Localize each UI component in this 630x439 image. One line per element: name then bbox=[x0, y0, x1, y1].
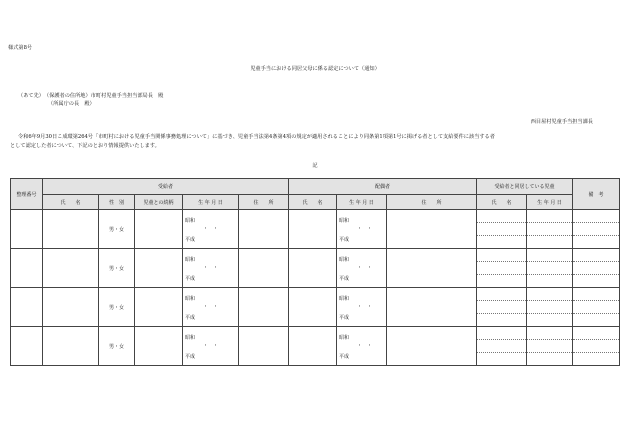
form-number: 様式第8号 bbox=[8, 45, 33, 51]
header-spouse-address: 住 所 bbox=[387, 195, 477, 210]
era-heisei: 平成 bbox=[185, 276, 196, 282]
header-recipient-relation: 児童との続柄 bbox=[135, 195, 183, 210]
child-dob-cell[interactable] bbox=[527, 210, 573, 249]
era-heisei: 平成 bbox=[185, 354, 196, 360]
recipient-relation-cell[interactable] bbox=[135, 210, 183, 249]
child-dob-cell[interactable] bbox=[527, 249, 573, 288]
era-showa: 昭和 bbox=[185, 296, 196, 302]
era-showa: 昭和 bbox=[185, 335, 196, 341]
document-title: 児童手当における同居父母に係る認定について（通知） bbox=[250, 66, 380, 72]
header-recipient: 受給者 bbox=[43, 179, 289, 195]
recipient-address-cell[interactable] bbox=[239, 327, 289, 366]
addressee-line2: （所属庁の長 殿） bbox=[48, 101, 95, 107]
recipient-dob-cell[interactable] bbox=[183, 249, 239, 288]
recipient-name-cell[interactable] bbox=[43, 327, 99, 366]
era-showa: 昭和 bbox=[339, 257, 350, 263]
spouse-dob-cell[interactable] bbox=[337, 327, 387, 366]
era-showa: 昭和 bbox=[339, 296, 350, 302]
spouse-address-cell[interactable] bbox=[387, 249, 477, 288]
recipient-relation-cell[interactable] bbox=[135, 249, 183, 288]
header-remarks: 備 考 bbox=[573, 179, 620, 210]
serial-cell[interactable] bbox=[11, 249, 43, 288]
recipient-address-cell[interactable] bbox=[239, 288, 289, 327]
recipient-dob-cell[interactable] bbox=[183, 327, 239, 366]
remarks-cell[interactable] bbox=[573, 327, 620, 366]
recipient-sex-cell[interactable]: 男・女 bbox=[99, 249, 135, 288]
header-recipient-address: 住 所 bbox=[239, 195, 289, 210]
remarks-cell[interactable] bbox=[573, 210, 620, 249]
info-table bbox=[10, 178, 620, 366]
date-dots: ・ ・ bbox=[357, 304, 373, 310]
recipient-sex-cell[interactable]: 男・女 bbox=[99, 327, 135, 366]
date-dots: ・ ・ bbox=[203, 343, 219, 349]
body-text-line1: 令和6年9月30日こ成環第264号「市町村における児童手当関係事務処理について」に基づき、児童手当法第4条第4項の規定が適用されることにより同条第1項第1号に掲げる者として支給要件に該当する者 bbox=[18, 134, 495, 140]
child-dob-cell[interactable] bbox=[527, 327, 573, 366]
header-recipient-sex: 性 別 bbox=[99, 195, 135, 210]
addressee-line1 bbox=[18, 93, 163, 99]
recipient-name-cell[interactable] bbox=[43, 210, 99, 249]
era-heisei: 平成 bbox=[185, 315, 196, 321]
era-showa: 昭和 bbox=[185, 218, 196, 224]
spouse-address-cell[interactable] bbox=[387, 327, 477, 366]
table-row bbox=[11, 210, 620, 249]
date-dots: ・ ・ bbox=[357, 343, 373, 349]
recipient-relation-cell[interactable] bbox=[135, 288, 183, 327]
child-name-cell[interactable] bbox=[477, 210, 527, 249]
header-spouse-name: 氏 名 bbox=[289, 195, 337, 210]
recipient-sex-cell[interactable]: 男・女 bbox=[99, 210, 135, 249]
child-name-cell[interactable] bbox=[477, 288, 527, 327]
era-heisei: 平成 bbox=[339, 354, 350, 360]
recipient-dob-cell[interactable] bbox=[183, 288, 239, 327]
header-spouse-dob: 生 年 月 日 bbox=[337, 195, 387, 210]
recipient-dob-cell[interactable] bbox=[183, 210, 239, 249]
era-showa: 昭和 bbox=[339, 218, 350, 224]
issuer: 西目屋村児童手当担当課長 bbox=[530, 119, 593, 125]
era-heisei: 平成 bbox=[185, 237, 196, 243]
spouse-name-cell[interactable] bbox=[289, 288, 337, 327]
table-row bbox=[11, 249, 620, 288]
spouse-name-cell[interactable] bbox=[289, 249, 337, 288]
recipient-address-cell[interactable] bbox=[239, 210, 289, 249]
header-recipient-name: 氏 名 bbox=[43, 195, 99, 210]
addressee-name: （保護者の住所地）市町村児童手当担当部局長 殿 bbox=[46, 93, 164, 99]
era-heisei: 平成 bbox=[339, 237, 350, 243]
spouse-dob-cell[interactable] bbox=[337, 288, 387, 327]
header-child-name: 氏 名 bbox=[477, 195, 527, 210]
spouse-address-cell[interactable] bbox=[387, 210, 477, 249]
serial-cell[interactable] bbox=[11, 327, 43, 366]
date-dots: ・ ・ bbox=[357, 265, 373, 271]
spouse-name-cell[interactable] bbox=[289, 327, 337, 366]
table-row bbox=[11, 288, 620, 327]
serial-cell[interactable] bbox=[11, 288, 43, 327]
header-spouse: 配偶者 bbox=[289, 179, 477, 195]
date-dots: ・ ・ bbox=[203, 304, 219, 310]
body-text-line2: として認定した者について、下記のとおり情報提供いたします。 bbox=[10, 143, 160, 149]
header-child-dob: 生 年 月 日 bbox=[527, 195, 573, 210]
table-row bbox=[11, 327, 620, 366]
date-dots: ・ ・ bbox=[203, 265, 219, 271]
spouse-name-cell[interactable] bbox=[289, 210, 337, 249]
spouse-address-cell[interactable] bbox=[387, 288, 477, 327]
spouse-dob-cell[interactable] bbox=[337, 249, 387, 288]
era-heisei: 平成 bbox=[339, 315, 350, 321]
recipient-name-cell[interactable] bbox=[43, 249, 99, 288]
recipient-name-cell[interactable] bbox=[43, 288, 99, 327]
child-dob-cell[interactable] bbox=[527, 288, 573, 327]
recipient-address-cell[interactable] bbox=[239, 249, 289, 288]
header-serial: 整理番号 bbox=[11, 179, 43, 210]
era-showa: 昭和 bbox=[339, 335, 350, 341]
child-name-cell[interactable] bbox=[477, 327, 527, 366]
recipient-sex-cell[interactable]: 男・女 bbox=[99, 288, 135, 327]
date-dots: ・ ・ bbox=[203, 226, 219, 232]
recipient-relation-cell[interactable] bbox=[135, 327, 183, 366]
era-showa: 昭和 bbox=[185, 257, 196, 263]
child-name-cell[interactable] bbox=[477, 249, 527, 288]
date-dots: ・ ・ bbox=[357, 226, 373, 232]
spouse-dob-cell[interactable] bbox=[337, 210, 387, 249]
header-child: 受給者と同居している児童 bbox=[477, 179, 573, 195]
serial-cell[interactable] bbox=[11, 210, 43, 249]
ki-heading: 記 bbox=[312, 163, 318, 169]
header-recipient-dob: 生 年 月 日 bbox=[183, 195, 239, 210]
remarks-cell[interactable] bbox=[573, 249, 620, 288]
remarks-cell[interactable] bbox=[573, 288, 620, 327]
era-heisei: 平成 bbox=[339, 276, 350, 282]
addressee-label: （あて先） bbox=[18, 93, 42, 99]
